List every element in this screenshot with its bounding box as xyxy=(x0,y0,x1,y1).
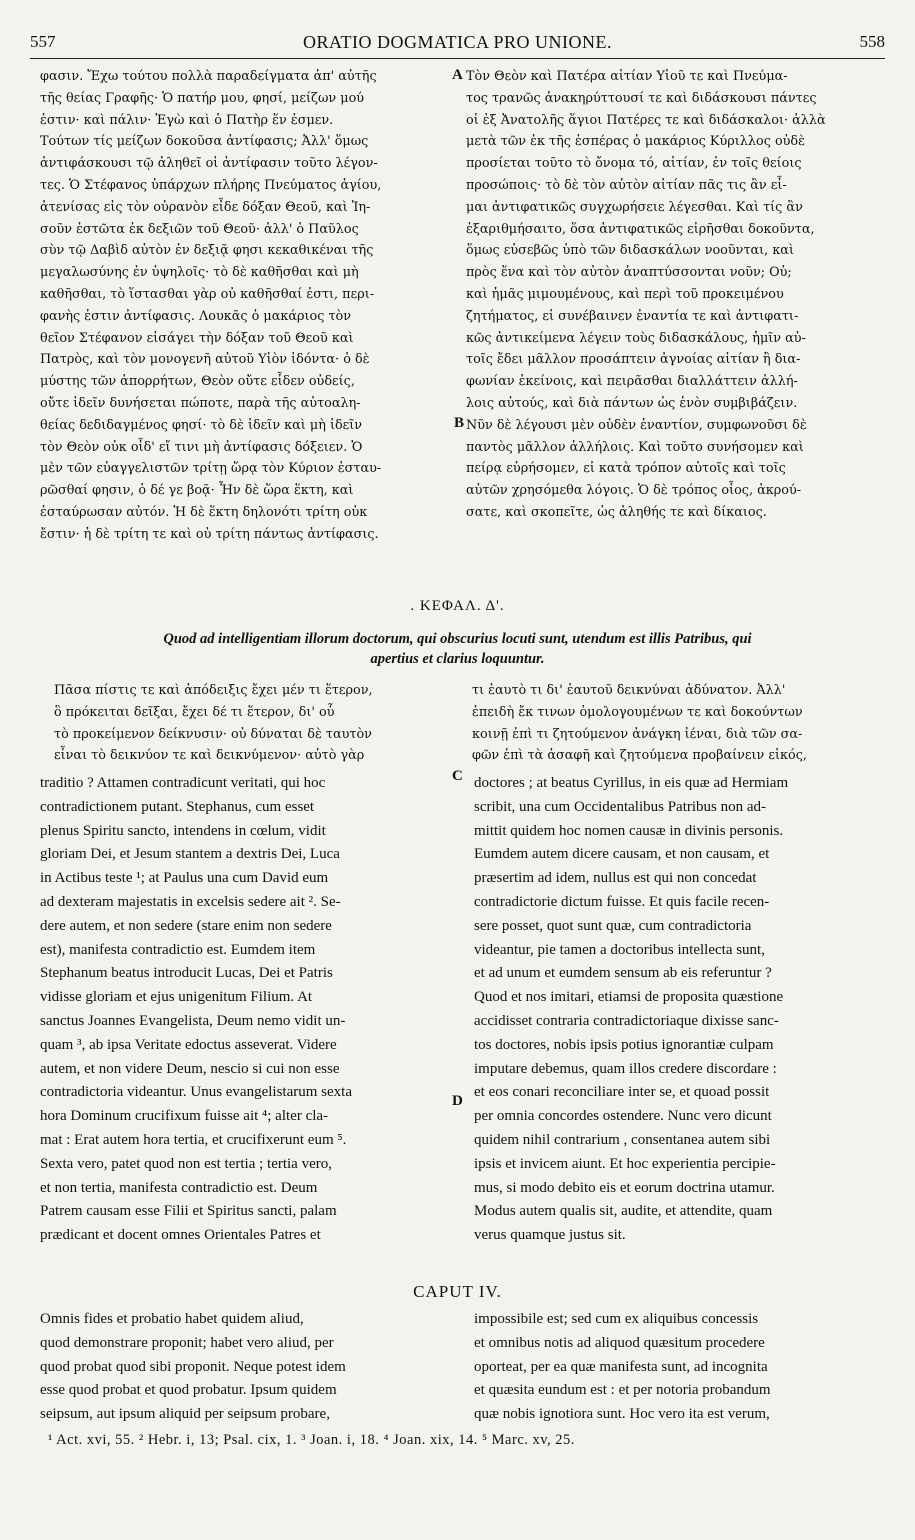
text-line: Quod et nos imitari, etiamsi de proposita quæstione xyxy=(474,989,784,1006)
text-line: Omnis fides et probatio habet quidem aliud, xyxy=(40,1311,304,1327)
text-line: quidem nihil contrarium , consentanea autem sibi xyxy=(474,1131,771,1148)
text-line: Πατρὸς, καὶ τὸν μονογενῆ αὐτοῦ Υἱὸν ἰδόντα· ὁ δὲ xyxy=(40,352,370,368)
chapter-summary-line: Quod ad intelligentiam illorum doctorum, qui obscurius locuti sunt, utendum est illis Patribus, qui xyxy=(163,631,752,647)
text-line: Eumdem autem dicere causam, et non causam, et xyxy=(474,846,770,863)
text-line: οὔτε ἰδεῖν δυνήσεται πώποτε, παρὰ τῆς αὐτοαλη- xyxy=(40,395,361,411)
running-title: ORATIO DOGMATICA PRO UNIONE. xyxy=(302,32,612,52)
text-line: μαι ἀντιφατικῶς συγχωρήσειε λέγεσθαι. Καὶ τίς ἂν xyxy=(466,199,803,215)
text-line: et omnibus notis ad aliquod quæsitum procedere xyxy=(474,1334,765,1351)
text-line: et ad unum et eumdem sensum ab eis referuntur ? xyxy=(474,965,772,982)
text-line: gloriam Dei, et Jesum stantem a dextris Dei, Luca xyxy=(40,846,340,863)
text-line: quam ³, ab ipsa Veritate edoctus asseverat. Videre xyxy=(40,1036,337,1053)
text-line: vidisse gloriam et ejus unigenitum Filium. At xyxy=(40,989,313,1006)
text-line: mittit quidem hoc nomen causæ in divinis personis. xyxy=(474,822,784,839)
text-line: contradictionem putant. Stephanus, cum esset xyxy=(40,798,315,815)
text-line: θεῖον Στέφανον εἰσάγει τὴν δόξαν τοῦ Θεοῦ καὶ xyxy=(40,330,354,346)
text-line: τος τρανῶς ἀνακηρύττουσί τε καὶ διδάσκουσι πάντες xyxy=(466,90,817,106)
text-line: σοῦν ἑστῶτα ἐκ δεξιῶν τοῦ Θεοῦ· ἀλλ' ὁ Παῦλος xyxy=(40,221,359,237)
greek-top-left-column xyxy=(40,66,450,591)
text-line: Πᾶσα πίστις τε καὶ ἀπόδειξις ἔχει μέν τι ἕτερον, xyxy=(54,683,373,698)
text-line: accidisset contraria contradictoriaque dixisse sanc- xyxy=(474,1012,779,1029)
page-number-right: 558 xyxy=(859,32,885,51)
margin-marker-d: D xyxy=(452,1093,463,1109)
latin-chapter-summary xyxy=(40,629,875,669)
latin-main-right-column xyxy=(474,772,878,1272)
text-line: contradictorie dictum fuisse. Et quis facile recen- xyxy=(474,893,770,910)
text-line: προσίεται τοῦτο τὸ ὄνομα τό, αἰτίαν, ἐν τοῖς θείοις xyxy=(466,156,802,172)
text-line: Modus autem qualis sit, audite, et attendite, quam xyxy=(474,1203,773,1220)
margin-marker-c: C xyxy=(452,768,463,784)
margin-marker-a: A xyxy=(452,67,463,83)
text-line: πείρᾳ εὑρήσομεν, εἰ κατὰ τρόπον αὐτοῖς καὶ τοῖς xyxy=(466,461,786,477)
text-line: et non tertia, manifesta contradictio est. Deum xyxy=(40,1179,318,1196)
text-line: ζητήματος, εἰ συνέβαινεν ἐναντία τε καὶ ἀντιφατι- xyxy=(466,308,799,324)
text-line: præsertim ad idem, nullus est qui non concedat xyxy=(474,870,757,887)
text-line: in Actibus teste ¹; at Paulus una cum David eum xyxy=(40,870,329,887)
greek-top-right-column xyxy=(466,66,878,546)
footnotes: ¹ Act. xvi, 55. ² Hebr. i, 13; Psal. cix, 1. ³ Joan. i, 18. ⁴ Joan. xix, 14. ⁵ Marc. xv, 25. xyxy=(48,1432,575,1448)
text-line: ὅμως εὐσεβῶς ὑπὸ τῶν διδασκάλων νοοῦνται, καὶ xyxy=(466,243,794,259)
text-line: ἐστιν· καὶ πάλιν· Ἐγὼ καὶ ὁ Πατὴρ ἕν ἐσμεν. xyxy=(40,112,334,128)
text-line: sere posset, quot sunt quæ, cum contradictoria xyxy=(474,917,752,934)
text-line: plenus Spiritu sancto, intendens in cœlum, vidit xyxy=(40,822,326,839)
header-rule xyxy=(30,58,885,59)
text-line: Patrem causam esse Filii et Spiritus sancti, palam xyxy=(40,1203,337,1220)
text-line: et eos conari reconciliare inter se, et quoad possit xyxy=(474,1084,770,1101)
text-line: sanctus Joannes Evangelista, Deum nemo vidit un- xyxy=(40,1012,346,1029)
greek-mid-left-column xyxy=(54,680,450,770)
text-line: Τούτων τίς μείζων δοκοῦσα ἀντίφασις; Ἀλλ' ὅμως xyxy=(40,134,369,150)
text-line: μεγαλωσύνης ἐν ὑψηλοῖς· τὸ δὲ καθῆσθαι καὶ μὴ xyxy=(40,265,359,281)
text-line: τες. Ὁ Στέφανος ὑπάρχων πλήρης Πνεύματος ἁγίου, xyxy=(40,177,382,193)
text-line: per omnia concordes ostendere. Nunc vero dicunt xyxy=(474,1108,772,1125)
text-line: πρὸς ἕνα καὶ τὸν αὐτὸν ἀναπτύσσονται νοῦν; Οὐ; xyxy=(466,265,792,281)
greek-chapter-heading: . ΚΕΦΑΛ. Δ'. xyxy=(410,598,505,614)
text-line: τῆς θείας Γραφῆς· Ὁ πατήρ μου, φησί, μείζων μού xyxy=(40,90,365,106)
text-line: τι ἑαυτὸ τι δι' ἑαυτοῦ δεικνύναι ἀδύνατον. Ἀλλ' xyxy=(472,683,786,698)
latin-main-left-column xyxy=(40,772,448,1272)
text-line: σὺν τῷ Δαβὶδ αὐτὸν ἐν δεξιᾷ φησι κεκαθικέναι τῆς xyxy=(40,243,374,259)
latin-bottom-left-column xyxy=(40,1308,448,1430)
text-line: hora Dominum crucifixum fuisse ait ⁴; alter cla- xyxy=(40,1108,329,1125)
text-line: traditio ? Attamen contradicunt veritati, qui hoc xyxy=(40,775,326,791)
text-line: κῶς ἀντικείμενα λέγειν τοὺς διδασκάλους, ἡμῖν αὐ- xyxy=(466,330,806,346)
text-line: αὐτῶν χρησόμεθα λόγοις. Ὁ δὲ τρόπος οἷος, ἀκρού- xyxy=(466,483,802,499)
latin-bottom-right-column xyxy=(474,1308,878,1430)
text-line: Sexta vero, patet quod non est tertia ; tertia vero, xyxy=(40,1155,332,1172)
text-line: scribit, una cum Occidentalibus Patribus non ad- xyxy=(474,798,767,815)
text-line: φανὴς ἐστιν ἀντίφασις. Λουκᾶς ὁ μακάριος τὸν xyxy=(40,308,352,324)
text-line: oporteat, per ea quæ manifesta sunt, ad incognita xyxy=(474,1358,768,1375)
text-line: doctores ; at beatus Cyrillus, in eis quæ ad Hermiam xyxy=(474,775,789,791)
text-line: ὃ πρόκειται δεῖξαι, ἔχει δέ τι ἕτερον, δι' οὗ xyxy=(54,704,335,720)
text-line: μύστης τῶν ἀπορρήτων, Θεὸν οὔτε εἶδεν οὐδείς, xyxy=(40,374,355,390)
text-line: μετὰ τῶν ἐκ τῆς ἑσπέρας ὁ μακάριος Κύριλλος οὐδὲ xyxy=(466,134,805,150)
text-line: autem, et non videre Deum, nescio si cui non esse xyxy=(40,1060,340,1077)
text-line: παντὸς μᾶλλον ἀλλήλοις. Καὶ τοῦτο συνήσομεν καὶ xyxy=(466,439,804,455)
text-line: ἐξαριθμήσαιτο, ὅσα ἀντιφατικῶς εἰρῆσθαι δοκοῦντα, xyxy=(466,221,815,237)
text-line: quod probat quod sibi proponit. Neque potest idem xyxy=(40,1358,346,1375)
text-line: φασιν. Ἔχω τούτου πολλὰ παραδείγματα ἀπ' αὐτῆς xyxy=(40,69,377,84)
text-line: videantur, pie tamen a doctoribus intellecta sunt, xyxy=(474,941,765,958)
text-line: λοις αὐτούς, καὶ διὰ πάντων ὡς ἑνὸν συμβιβάζειν. xyxy=(466,395,798,411)
text-line: τὸν Θεὸν οὐκ οἶδ' εἴ τινι μὴ ἀντίφασις δόξειεν. Ὁ xyxy=(40,439,363,455)
text-line: Νῦν δὲ λέγουσι μὲν οὐδὲν ἐναντίον, συμφωνοῦσι δὲ xyxy=(466,417,807,433)
text-line: et quæsita eundum est : et per notoria probandum xyxy=(474,1382,771,1399)
text-line: esse quod probat et quod probatur. Ipsum quidem xyxy=(40,1382,337,1399)
text-line: καθῆσθαι, τὸ ἵστασθαι γὰρ οὐ καθῆσθαί ἐστι, περι- xyxy=(40,286,375,302)
text-line: καὶ ἡμᾶς μιμουμένους, καὶ περὶ τοῦ προκειμένου xyxy=(466,286,784,302)
page-number-left: 557 xyxy=(30,32,56,51)
text-line: ἀτενίσας εἰς τὸν οὐρανὸν εἶδε δόξαν Θεοῦ, καὶ Ἰη- xyxy=(40,199,371,215)
greek-mid-right-column xyxy=(472,680,878,770)
text-line: prædicant et docent omnes Orientales Patres et xyxy=(40,1227,321,1244)
text-line: τὸ προκείμενον δείκνυσιν· οὐ δύναται δὲ ταυτὸν xyxy=(54,726,372,742)
text-line: προσώποις· τὸ δὲ τὸν αὐτὸν αἰτίαν πᾶς τις ἂν εἶ- xyxy=(466,177,787,193)
text-line: seipsum, aut ipsum aliquid per seipsum probare, xyxy=(40,1406,330,1423)
text-line: θείας δεδιδαγμένος φησί· τὸ δὲ ἰδεῖν καὶ μὴ ἰδεῖν xyxy=(40,417,363,433)
text-line: ἐσταύρωσαν αὐτόν. Ἡ δὲ ἕκτη δηλονότι τρίτη οὐκ xyxy=(40,504,368,520)
text-line: ἐπειδὴ ἔκ τινων ὁμολογουμένων τε καὶ δοκούντων xyxy=(472,704,803,720)
text-line: mus, si modo debito eis et eorum doctrina utamur. xyxy=(474,1179,775,1196)
text-line: verus quamque justus sit. xyxy=(474,1227,626,1244)
text-line: μὲν τῶν εὐαγγελιστῶν τρίτῃ ὥρᾳ τὸν Κύριον ἐσταυ- xyxy=(40,461,382,477)
text-line: σατε, καὶ σκοπεῖτε, ὡς ἀληθής τε καὶ δίκαιος. xyxy=(466,504,767,520)
text-line: Stephanum beatus introducit Lucas, Dei et Patris xyxy=(40,965,333,982)
text-line: impossibile est; sed cum ex aliquibus concessis xyxy=(474,1311,759,1327)
text-line: φῶν ἐπὶ τὰ ἀσαφῆ καὶ ζητούμενα προβαίνειν εἰκός, xyxy=(472,748,807,764)
text-line: ad dexteram majestatis in excelsis sedere ait ². Se- xyxy=(40,893,341,910)
text-line: quod demonstrare proponit; habet vero aliud, per xyxy=(40,1334,334,1351)
text-line: ἀντιφάσκουσι τῷ ἀληθεῖ οἱ ἀντίφασιν τοῦτο λέγον- xyxy=(40,156,378,172)
text-line: εἶναι τὸ δεικνύον τε καὶ δεικνύμενον· αὐτὸ γὰρ xyxy=(54,748,365,764)
text-line: οἱ ἐξ Ἀνατολῆς ἅγιοι Πατέρες τε καὶ διδάσκαλοι· ἀλλὰ xyxy=(466,112,826,128)
running-head xyxy=(30,32,885,60)
text-line: τοῖς ἔδει μᾶλλον προσάπτειν ἀγνοίας αἰτίαν ἢ δια- xyxy=(466,352,801,368)
text-line: Τὸν Θεὸν καὶ Πατέρα αἰτίαν Υἱοῦ τε καὶ Πνεύμα- xyxy=(466,69,788,84)
margin-marker-b: B xyxy=(454,415,465,431)
text-line: est), manifesta contradictio est. Eumdem item xyxy=(40,941,316,958)
text-line: φωνίαν ἐκείνοις, καὶ πειρᾶσθαι διαλλάττειν ἀλλή- xyxy=(466,374,798,390)
chapter-summary-line: apertius et clarius loquuntur. xyxy=(370,651,545,667)
text-line: ἔστιν· ἡ δὲ τρίτη τε καὶ οὐ τρίτη πάντως ἀντίφασις. xyxy=(40,526,379,542)
text-line: tos doctores, nobis ipsis potius ignorantiæ culpam xyxy=(474,1036,774,1053)
text-line: dere autem, et non sedere (stare enim non sedere xyxy=(40,917,332,934)
text-line: ipsis et invicem aiunt. Et hoc experientia percipie- xyxy=(474,1155,776,1172)
latin-chapter-heading: CAPUT IV. xyxy=(413,1282,502,1301)
text-line: κοινῇ ἐπὶ τι ζητούμενον ἀνάγκη ἰέναι, διὰ τῶν σα- xyxy=(472,726,803,742)
text-line: mat : Erat autem hora tertia, et crucifixerunt eum ⁵. xyxy=(40,1131,347,1148)
text-line: ρῶσθαί φησιν, ὁ δέ γε βοᾷ· Ἦν δὲ ὥρα ἕκτη, καὶ xyxy=(40,483,354,499)
text-line: contradictoria videantur. Unus evangelistarum sexta xyxy=(40,1084,352,1101)
text-line: quæ nobis ignotiora sunt. Hoc vero ita est verum, xyxy=(474,1406,770,1423)
text-line: imputare debemus, quam illos credere discordare : xyxy=(474,1060,777,1077)
